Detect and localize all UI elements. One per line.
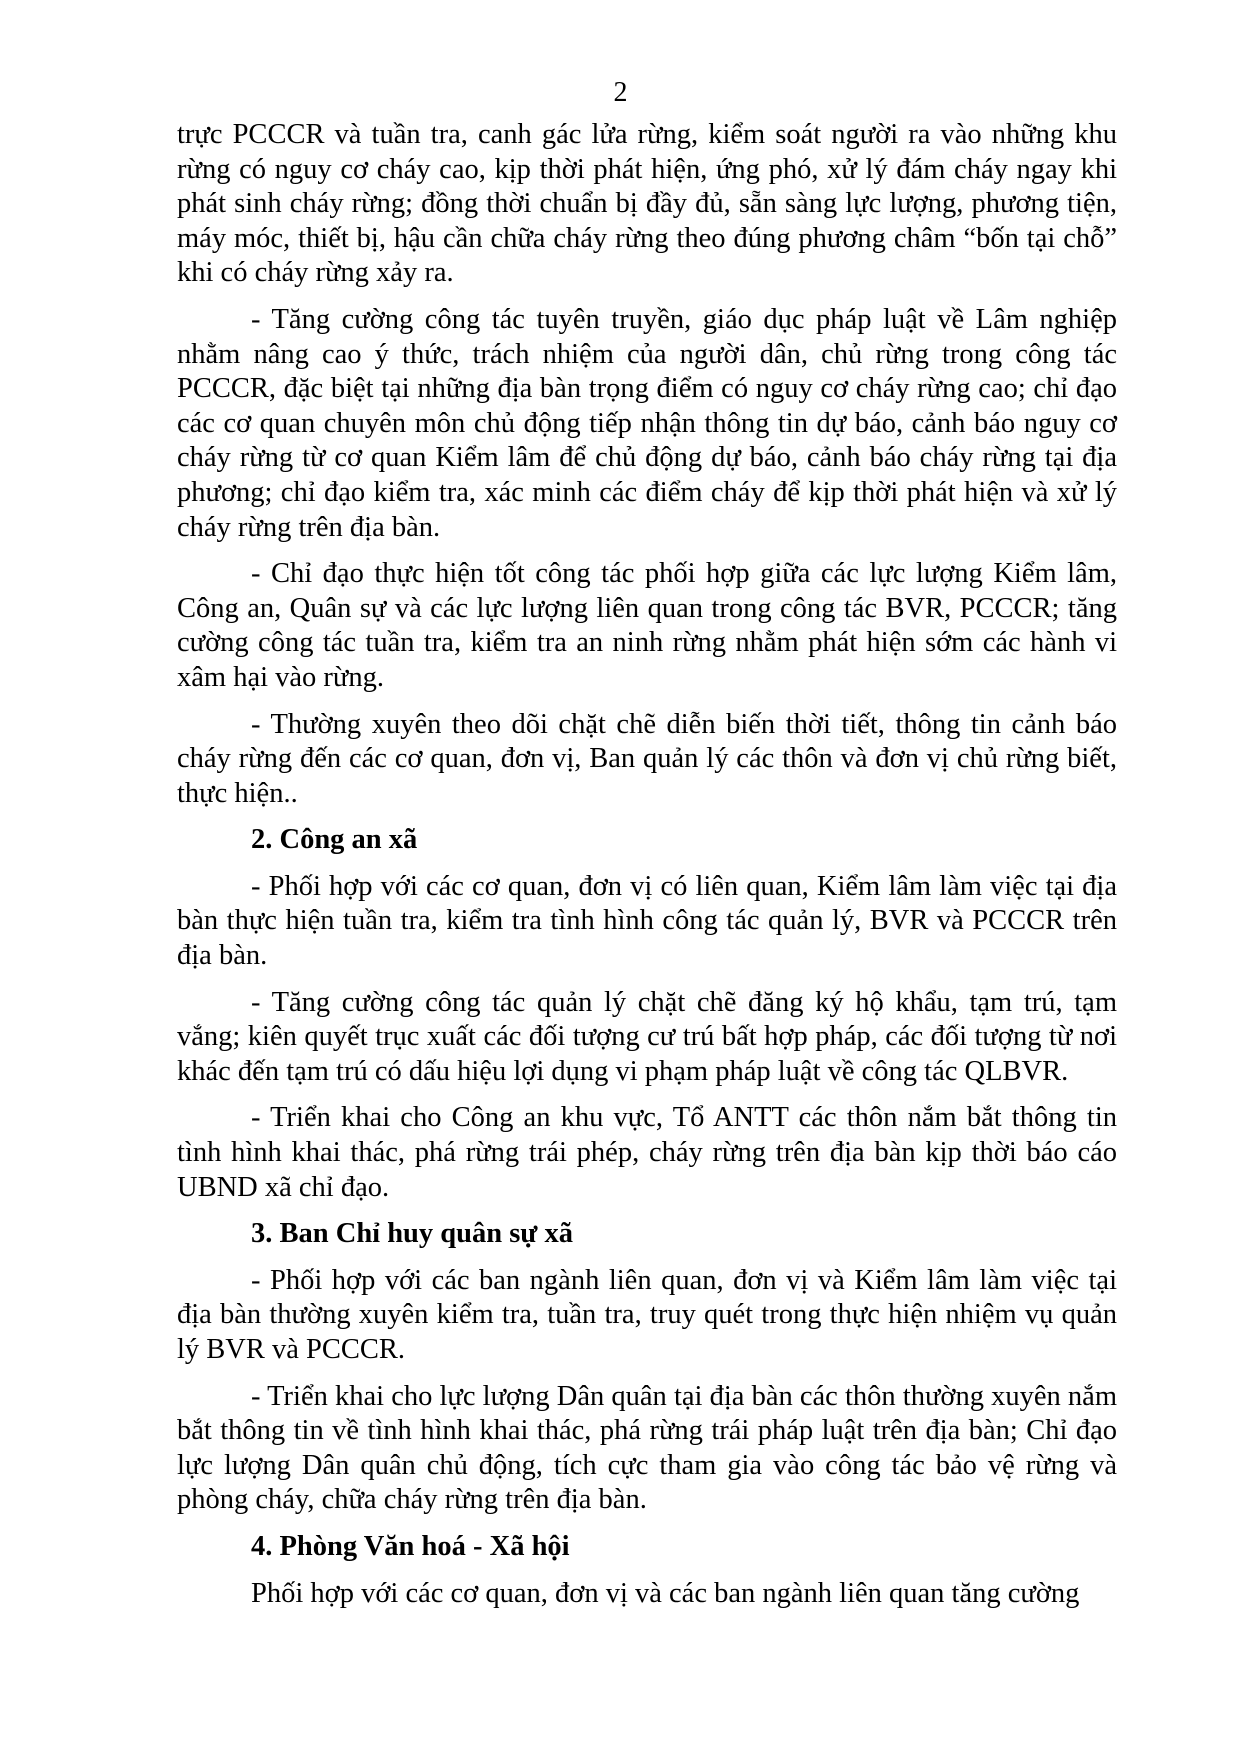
paragraph: - Thường xuyên theo dõi chặt chẽ diễn biến thời tiết, thông tin cảnh báo cháy rừng đến các cơ quan, đơn vị, Ban quản lý các thôn và đơn vị chủ rừng biết, thực hiện.. bbox=[177, 708, 1117, 809]
paragraph: - Tăng cường công tác quản lý chặt chẽ đăng ký hộ khẩu, tạm trú, tạm vắng; kiên quyết trục xuất các đối tượng cư trú bất hợp pháp, các đối tượng từ nơi khác đến tạm trú có dấu hiệu lợi dụng vi phạm pháp luật về công tác QLBVR. bbox=[177, 986, 1117, 1087]
section-heading-phong-van-hoa: 4. Phòng Văn hoá - Xã hội bbox=[251, 1530, 570, 1562]
paragraph: - Tăng cường công tác tuyên truyền, giáo dục pháp luật về Lâm nghiệp nhằm nâng cao ý thức, trách nhiệm của người dân, chủ rừng trong công tác PCCCR, đặc biệt tại những địa bàn trọng điểm có nguy cơ cháy rừng cao; chỉ đạo các cơ quan chuyên môn chủ động tiếp nhận thông tin dự báo, cảnh báo nguy cơ cháy rừng từ cơ quan Kiểm lâm để chủ động dự báo, cảnh báo cháy rừng tại địa phương; chỉ đạo kiểm tra, xác minh các điểm cháy để kịp thời phát hiện và xử lý cháy rừng trên địa bàn. bbox=[177, 303, 1117, 543]
section-heading-cong-an-xa: 2. Công an xã bbox=[251, 824, 418, 856]
paragraph: Phối hợp với các cơ quan, đơn vị và các ban ngành liên quan tăng cường bbox=[251, 1577, 1080, 1609]
paragraph: - Triển khai cho Công an khu vực, Tổ ANTT các thôn nắm bắt thông tin tình hình khai thác, phá rừng trái phép, cháy rừng trên địa bàn kịp thời báo cáo UBND xã chỉ đạo. bbox=[177, 1102, 1117, 1203]
paragraph: - Phối hợp với các cơ quan, đơn vị có liên quan, Kiểm lâm làm việc tại địa bàn thực hiện tuần tra, kiểm tra tình hình công tác quản lý, BVR và PCCCR trên địa bàn. bbox=[177, 870, 1117, 972]
document-body bbox=[177, 118, 1117, 1623]
section-heading-ban-chi-huy-quan-su: 3. Ban Chỉ huy quân sự xã bbox=[251, 1218, 574, 1250]
paragraph: - Triển khai cho lực lượng Dân quân tại địa bàn các thôn thường xuyên nắm bắt thông tin về tình hình khai thác, phá rừng trái pháp luật trên địa bàn; Chỉ đạo lực lượng Dân quân chủ động, tích cực tham gia vào công tác bảo vệ rừng và phòng cháy, chữa cháy rừng trên địa bàn. bbox=[177, 1380, 1117, 1516]
paragraph: trực PCCCR và tuần tra, canh gác lửa rừng, kiểm soát người ra vào những khu rừng có nguy cơ cháy cao, kịp thời phát hiện, ứng phó, xử lý đám cháy ngay khi phát sinh cháy rừng; đồng thời chuẩn bị đầy đủ, sẵn sàng lực lượng, phương tiện, máy móc, thiết bị, hậu cần chữa cháy rừng theo đúng phương châm “bốn tại chỗ” khi có cháy rừng xảy ra. bbox=[177, 119, 1117, 289]
paragraph: - Chỉ đạo thực hiện tốt công tác phối hợp giữa các lực lượng Kiểm lâm, Công an, Quân sự và các lực lượng liên quan trong công tác BVR, PCCCR; tăng cường công tác tuần tra, kiểm tra an ninh rừng nhằm phát hiện sớm các hành vi xâm hại vào rừng. bbox=[177, 558, 1117, 693]
page-number: 2 bbox=[613, 77, 628, 108]
paragraph: - Phối hợp với các ban ngành liên quan, đơn vị và Kiểm lâm làm việc tại địa bàn thường xuyên kiểm tra, tuần tra, truy quét trong thực hiện nhiệm vụ quản lý BVR và PCCCR. bbox=[177, 1264, 1117, 1365]
